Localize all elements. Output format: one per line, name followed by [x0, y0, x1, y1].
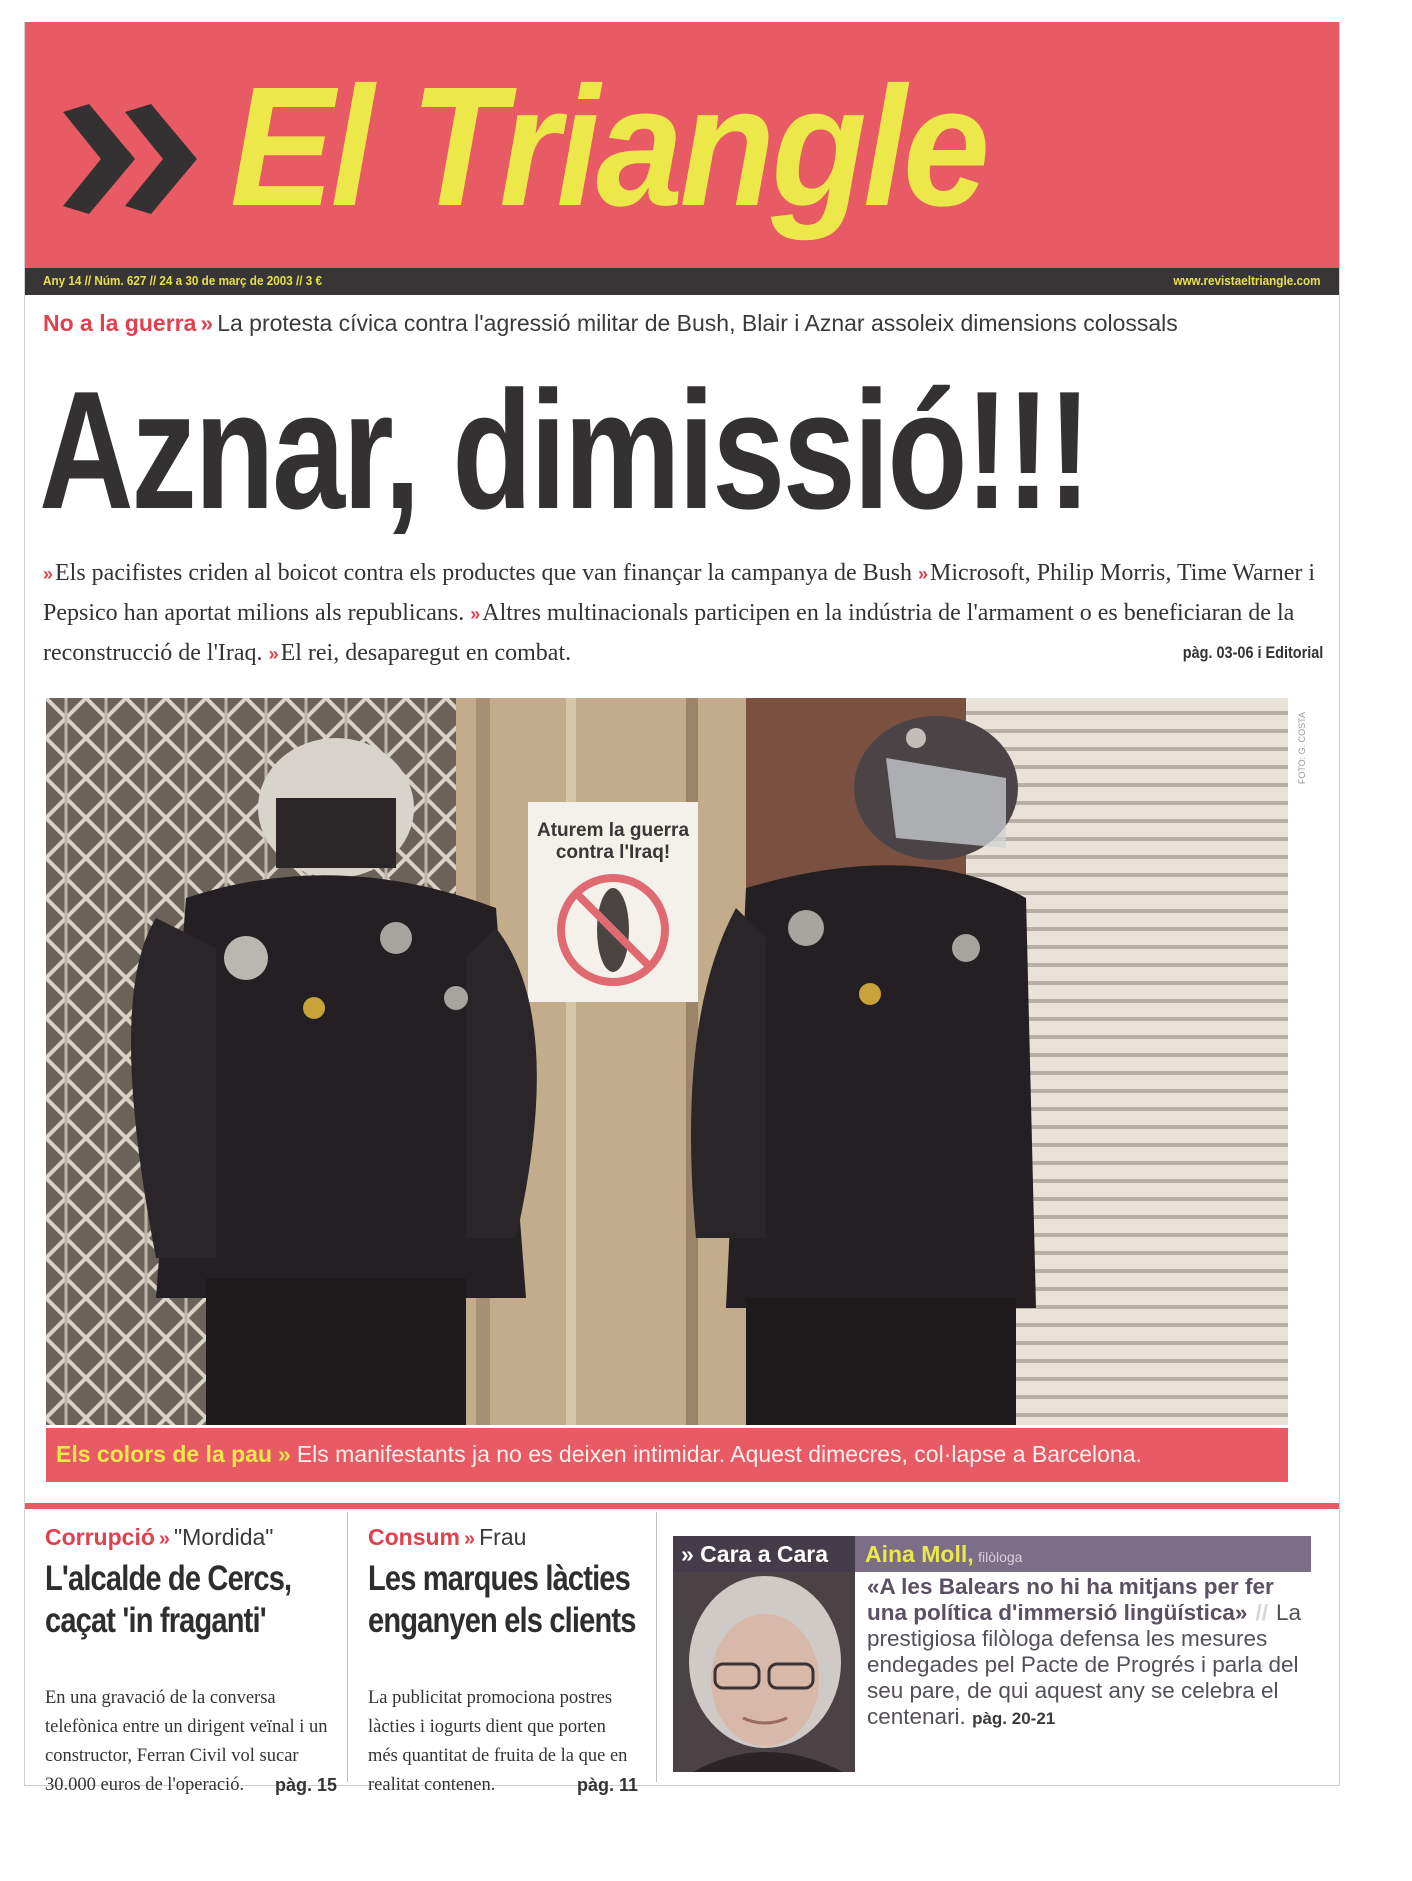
- svg-text:Aturem la guerra: Aturem la guerra: [536, 820, 690, 841]
- separator: //: [1255, 1600, 1268, 1625]
- kicker: [43, 310, 1323, 337]
- interviewee-role: filòloga: [978, 1549, 1023, 1565]
- page-reference[interactable]: pàg. 20-21: [972, 1709, 1056, 1728]
- masthead-logo: El Triangle: [230, 52, 987, 242]
- masthead: [25, 22, 1339, 268]
- issue-info-bar: [25, 268, 1339, 295]
- arrow-icon: »: [470, 604, 481, 624]
- arrow-icon: »: [464, 1528, 476, 1550]
- riot-police-photo: [46, 698, 1288, 1425]
- story-text: La publicitat promociona postres làcties i iogurts dient que porten més quantitat de fruita de la que en realitat contenen.: [368, 1688, 628, 1795]
- lead-photo[interactable]: [46, 698, 1288, 1425]
- interview-quote: «A les Balears no hi ha mitjans per fer una política d'immersió lingüística»: [867, 1574, 1274, 1625]
- story-section: [368, 1524, 526, 1551]
- story-text: En una gravació de la conversa telefònica entre un dirigent veïnal i un constructor, Ferran Civil vol sucar 30.000 euros de l'operació.: [45, 1688, 328, 1795]
- section-subtag: "Mordida": [174, 1524, 274, 1550]
- cara-a-cara-label: » Cara a Cara: [673, 1536, 855, 1572]
- headline-line: Les marques làcties: [368, 1559, 630, 1598]
- story-headline[interactable]: [45, 1558, 291, 1642]
- deck-item: El rei, desaparegut en combat.: [280, 640, 572, 666]
- photo-credit: FOTO: G. COSTA: [1297, 712, 1307, 785]
- caption-text: Els manifestants ja no es deixen intimidar. Aquest dimecres, col·lapse a Barcelona.: [296, 1441, 1142, 1467]
- story-body: [45, 1684, 337, 1800]
- headline-line: enganyen els clients: [368, 1601, 636, 1640]
- issue-info: Any 14 // Núm. 627 // 24 a 30 de març de 2003 // 3 €: [43, 273, 323, 288]
- headline-line: L'alcalde de Cercs,: [45, 1559, 292, 1598]
- main-headline[interactable]: Aznar, dimissió!!!: [39, 356, 1090, 544]
- deck: [43, 554, 1323, 674]
- interview-text: La prestigiosa filòloga defensa les mesures endegades pel Pacte de Progrés i parla del seu pare, de qui aquest any se celebra el centenari.: [867, 1600, 1301, 1729]
- story-section: [45, 1524, 273, 1551]
- section-divider: [25, 1503, 1339, 1509]
- headline-line: caçat 'in fraganti': [45, 1601, 266, 1640]
- website-link[interactable]: www.revistaeltriangle.com: [1173, 273, 1321, 288]
- photo-caption-bar: [46, 1428, 1288, 1482]
- page-reference[interactable]: pàg. 11: [576, 1775, 638, 1795]
- interview-summary: [867, 1574, 1307, 1732]
- section-tag: Corrupció: [45, 1524, 155, 1550]
- svg-text:contra l'Iraq!: contra l'Iraq!: [555, 842, 671, 863]
- story-headline[interactable]: [368, 1558, 636, 1642]
- section-subtag: Frau: [479, 1524, 527, 1550]
- newspaper-front-page: [24, 22, 1340, 1795]
- interviewee-name: Aina Moll,: [865, 1541, 974, 1567]
- interviewee-bar: [855, 1536, 1311, 1572]
- deck-item: Els pacifistes criden al boicot contra els productes que van finançar la campanya de Bush: [55, 560, 913, 586]
- interviewee-portrait: [673, 1572, 855, 1772]
- arrow-icon: »: [43, 564, 54, 584]
- arrow-icon: »: [918, 564, 929, 584]
- portrait-image: [673, 1572, 855, 1772]
- double-chevron-icon: [63, 104, 203, 214]
- section-tag: Consum: [368, 1524, 460, 1550]
- arrow-icon: »: [158, 1528, 171, 1550]
- story-body: [368, 1684, 638, 1800]
- story-column[interactable]: [348, 1512, 657, 1795]
- cara-a-cara-box[interactable]: [657, 1512, 1339, 1782]
- deck-item: Altres multinacionals participen en la indústria de l'armament o es beneficiaran de la reconstrucció de l'Iraq.: [43, 600, 1295, 666]
- arrow-icon: »: [200, 310, 214, 336]
- caption: [56, 1441, 1142, 1468]
- kicker-tag: No a la guerra: [43, 310, 197, 336]
- arrow-icon: »: [268, 644, 279, 664]
- page-reference[interactable]: pàg. 15: [274, 1775, 337, 1795]
- page-reference[interactable]: pàg. 03-06 i Editorial: [1182, 643, 1323, 662]
- caption-tag: Els colors de la pau: [56, 1441, 273, 1467]
- story-column[interactable]: [25, 1512, 348, 1795]
- kicker-text: La protesta cívica contra l'agressió militar de Bush, Blair i Aznar assoleix dimensions colossals: [217, 310, 1178, 336]
- arrow-icon: »: [278, 1441, 291, 1467]
- deck-item: Microsoft, Philip Morris, Time Warner i Pepsico han aportat milions als republicans.: [43, 560, 1316, 626]
